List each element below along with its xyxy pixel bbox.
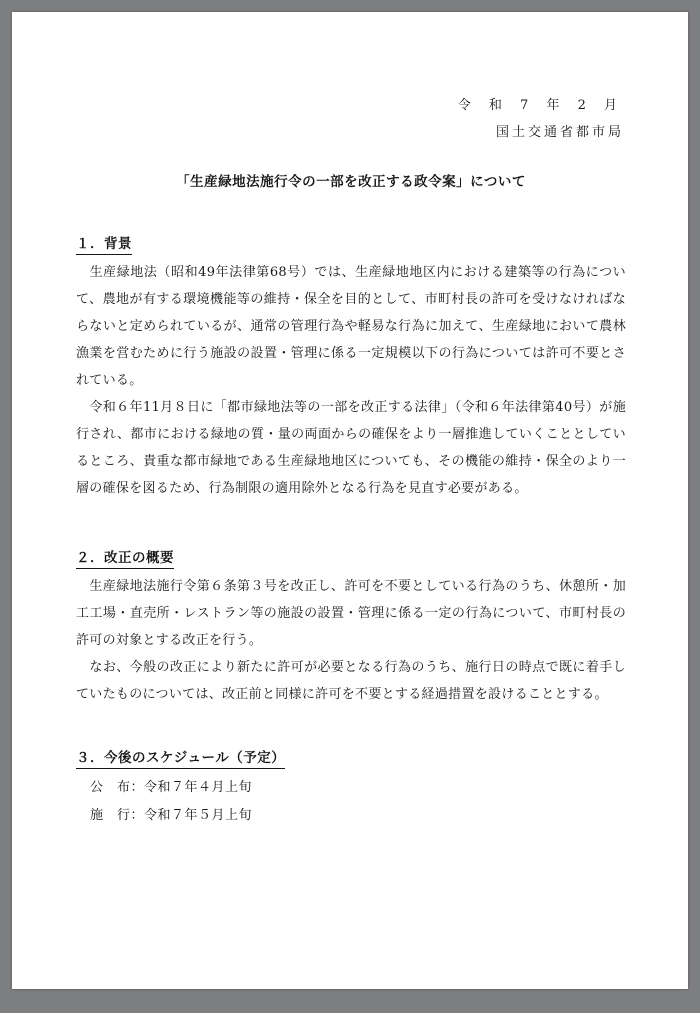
org-line: 国土交通省都市局 — [495, 125, 624, 140]
section-background — [76, 232, 626, 502]
section-amendment-overview — [76, 546, 626, 708]
document-title: 「生産緑地法施行令の一部を改正する政令案」について — [176, 174, 526, 190]
section-heading-background — [76, 232, 626, 252]
section-heading-schedule-text: ３．今後のスケジュール（予定） — [76, 750, 285, 769]
document-page — [12, 12, 688, 989]
amendment-paragraph-2: なお、今般の改正により新たに許可が必要となる行為のうち、施行日の時点で既に着手していたものについては、改正前と同様に許可を不要とする経過措置を設けることとする。 — [76, 660, 626, 702]
section-heading-background-text: １．背景 — [76, 236, 132, 255]
background-paragraph-1: 生産緑地法（昭和49年法律第68号）では、生産緑地地区内における建築等の行為について、農地が有する環境機能等の維持・保全を目的として、市町村長の許可を受けなければならないと定められているが、通常の管理行為や軽易な行為に加えて、生産緑地において農林漁業を営むために行う施設の設置・管理に係る一定規模以下の行為については許可不要とされている。 — [76, 265, 626, 388]
schedule-line-enforcement: 施 行：令和７年５月上旬 — [90, 808, 253, 823]
schedule-line-promulgation: 公 布：令和７年４月上旬 — [90, 780, 253, 795]
schedule-list — [90, 774, 626, 830]
amendment-paragraph-1: 生産緑地法施行令第６条第３号を改正し、許可を不要としている行為のうち、休憩所・加工工場・直売所・レストラン等の施設の設置・管理に係る一定の行為について、市町村長の許可の対象とする改正を行う。 — [76, 579, 626, 648]
background-paragraph-2: 令和６年11月８日に「都市緑地法等の一部を改正する法律」（令和６年法律第40号）が施行され、都市における緑地の質・量の両面からの確保をより一層推進していくこととしているところ、貴重な都市緑地である生産緑地地区についても、その機能の維持・保全のより一層の確保を図るため、行為制限の適用除外となる行為を見直す必要がある。 — [76, 400, 626, 496]
section-heading-amendment-overview — [76, 546, 626, 566]
section-heading-schedule — [76, 746, 626, 766]
header-right-block — [76, 92, 626, 146]
date-line: 令 和 7 年 2 月 — [457, 98, 624, 113]
section-heading-amendment-overview-text: ２．改正の概要 — [76, 550, 174, 569]
section-schedule — [76, 746, 626, 830]
